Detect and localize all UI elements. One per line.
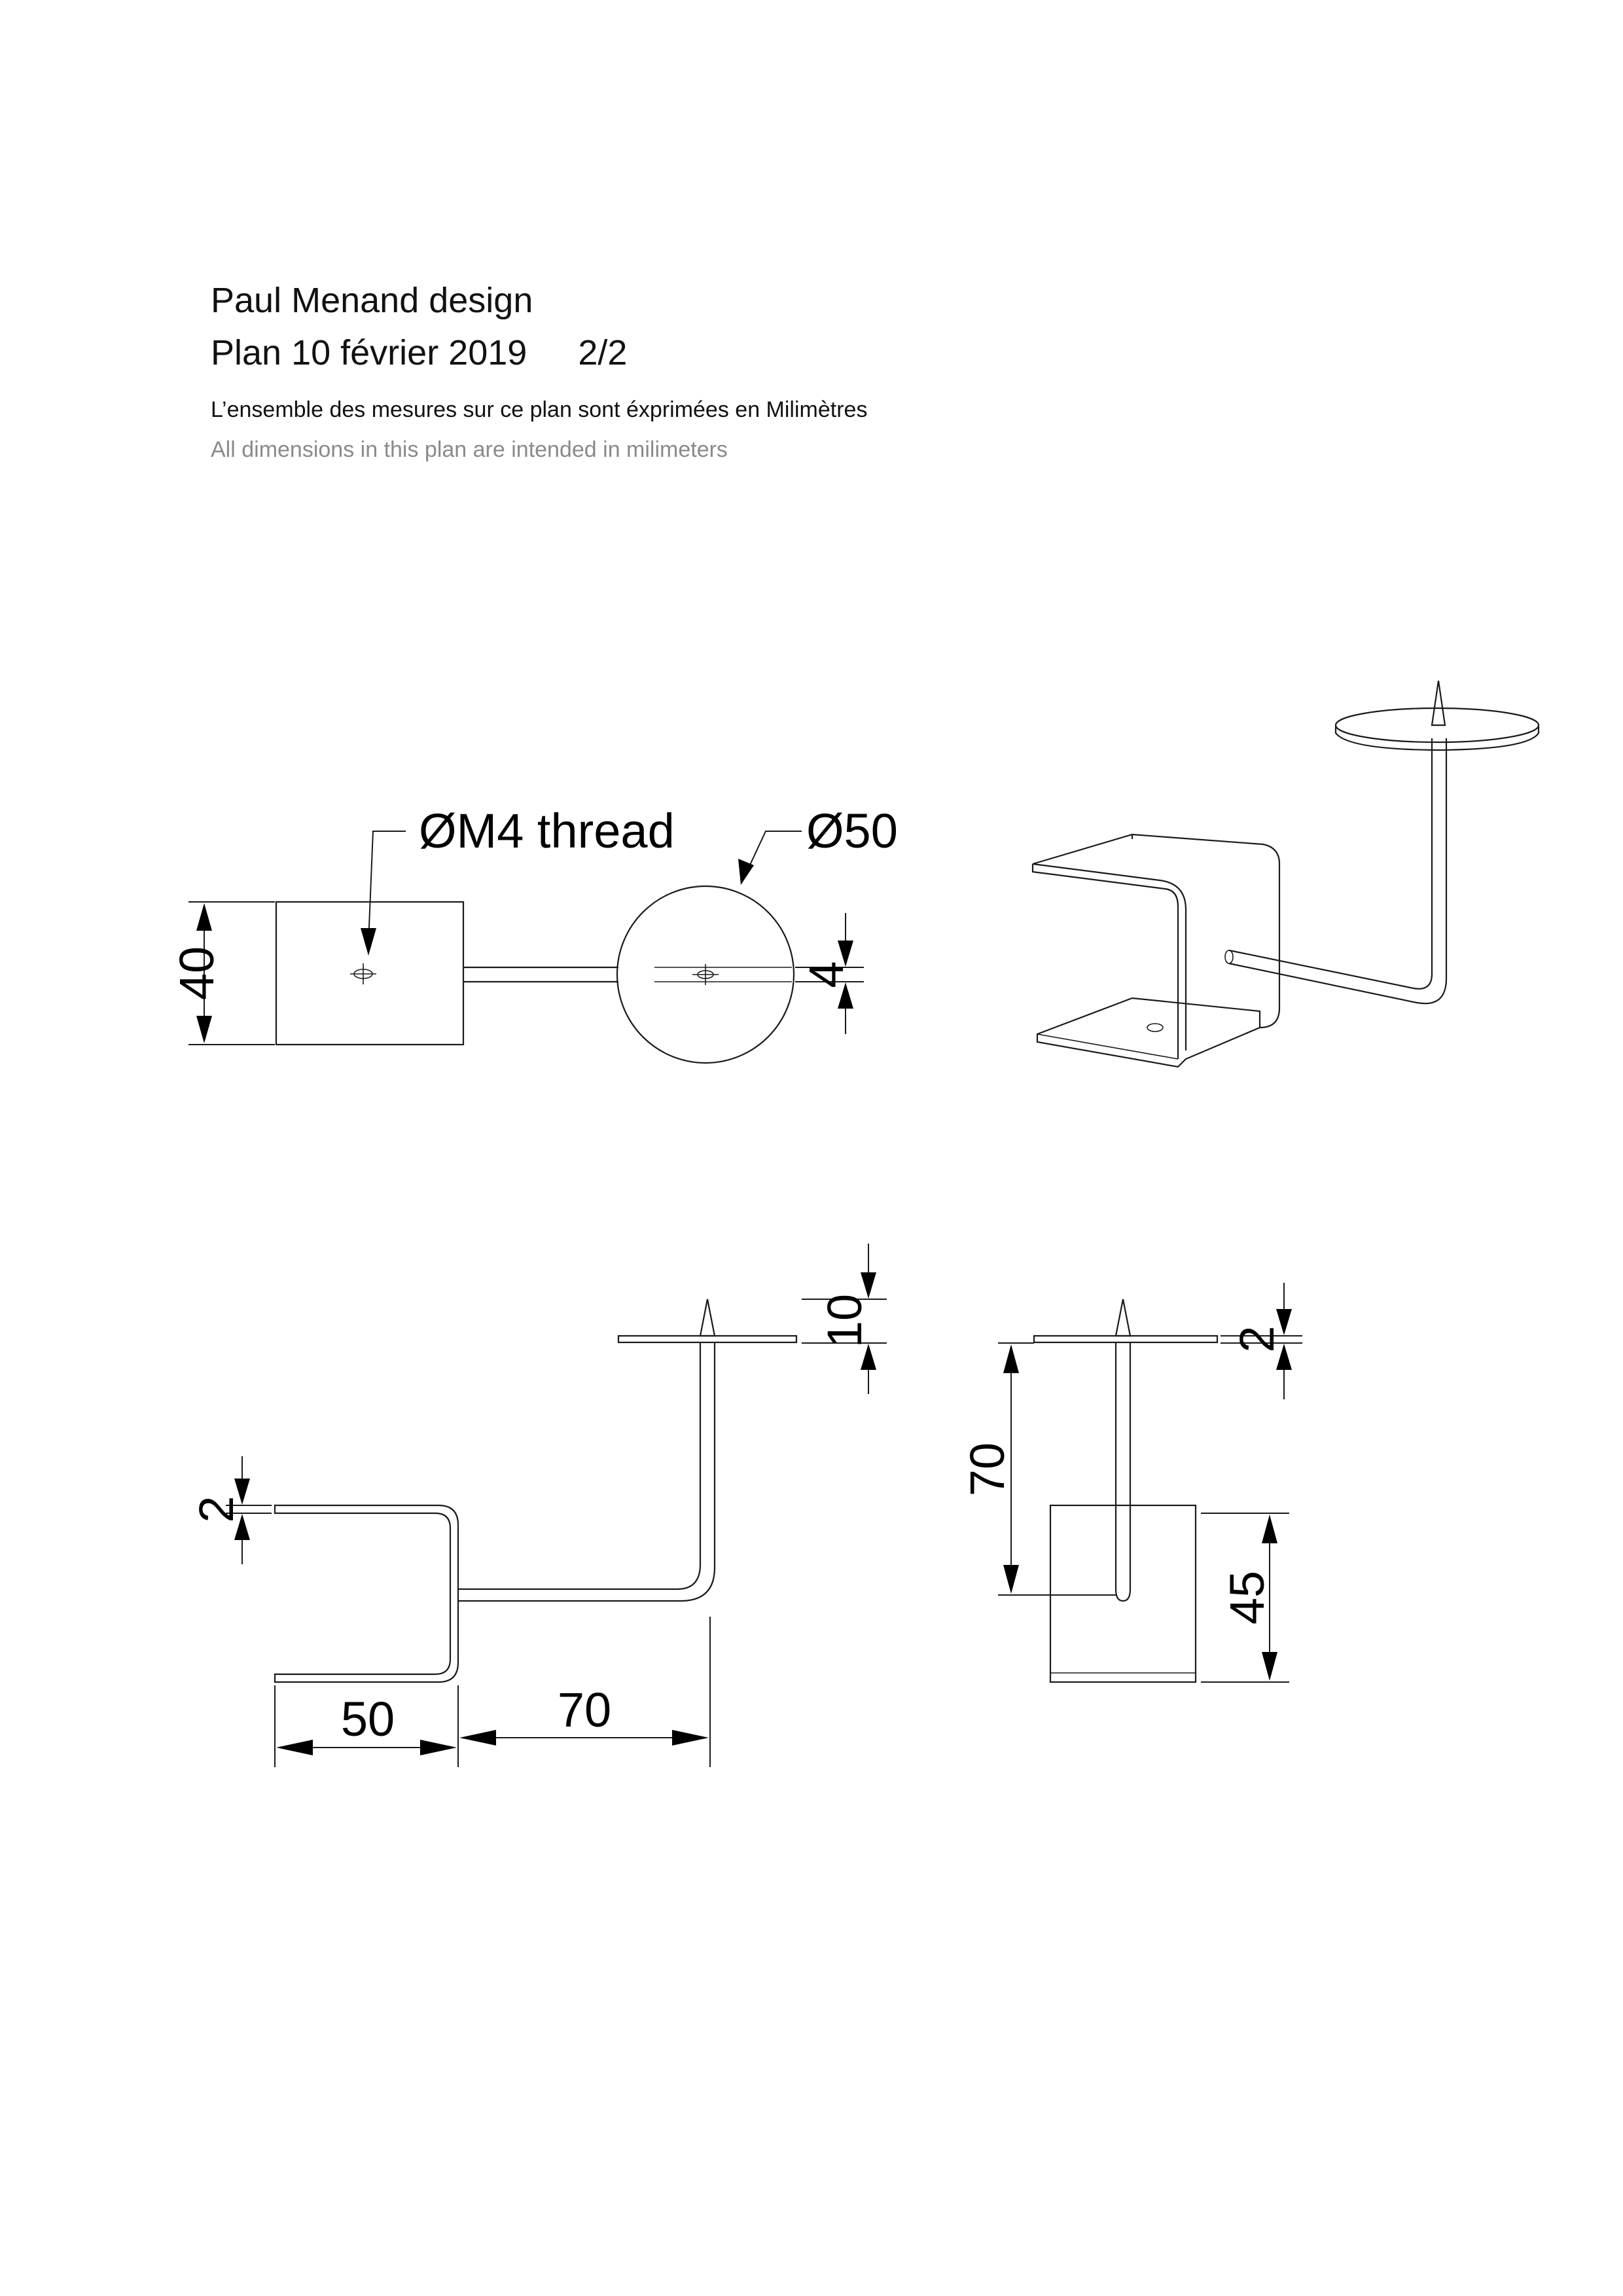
iso-spike: [1432, 681, 1445, 725]
front-2-label: 2: [1230, 1325, 1284, 1353]
dimension-rod-4: [795, 913, 864, 1034]
front-70-label: 70: [960, 1442, 1014, 1497]
side-70-label: 70: [557, 1683, 612, 1737]
front-view: [960, 1283, 1302, 1682]
note-french: L’ensemble des mesures sur ce plan sont éxprimées en Milimètres: [211, 397, 868, 422]
side-disc: [618, 1336, 796, 1342]
thread-hole: [350, 963, 376, 984]
front-spike: [1116, 1299, 1130, 1336]
designer-title: Paul Menand design: [211, 281, 533, 320]
side-2-label: 2: [189, 1496, 243, 1523]
dim-40-label: 40: [169, 946, 224, 1001]
front-bracket: [1050, 1505, 1196, 1682]
side-rod-bottom: [458, 1342, 715, 1601]
dim-4-label: 4: [799, 961, 853, 988]
dimension-side-bottom: [275, 1617, 710, 1767]
side-10-label: 10: [817, 1293, 872, 1348]
thread-label: ØM4 thread: [419, 804, 675, 858]
dimension-side-10: [802, 1244, 887, 1394]
dimension-height-40: [169, 902, 275, 1045]
iso-rod-bottom: [1229, 738, 1446, 1003]
bracket-front-web: [1033, 864, 1178, 1059]
side-rod-top: [458, 1342, 700, 1589]
bracket-inner-web: [1033, 864, 1186, 1050]
bracket-bottom-flange: [1037, 998, 1260, 1067]
dimension-front-45: [1201, 1513, 1289, 1682]
front-disc: [1034, 1336, 1217, 1342]
iso-rod-top: [1229, 738, 1432, 989]
note-english: All dimensions in this plan are intended in milimeters: [211, 437, 728, 462]
thread-leader: [368, 831, 406, 942]
isometric-view: [1033, 681, 1539, 1067]
top-view: [169, 804, 898, 1063]
side-bracket: [275, 1505, 458, 1682]
side-50-label: 50: [340, 1692, 395, 1746]
disc-leader: [747, 831, 802, 870]
dimension-front-2: [1221, 1283, 1302, 1399]
front-rod: [1116, 1342, 1130, 1601]
dimension-front-70: [960, 1343, 1116, 1595]
disc-label: Ø50: [806, 804, 898, 858]
side-spike: [700, 1299, 715, 1336]
dimension-side-2: [189, 1456, 272, 1564]
page-number: 2/2: [578, 333, 628, 372]
plan-date: Plan 10 février 2019: [211, 333, 527, 372]
iso-thread-hole: [1147, 1024, 1163, 1031]
front-45-label: 45: [1220, 1570, 1274, 1625]
side-view: [189, 1244, 887, 1767]
bracket-outer-back: [1033, 834, 1279, 1028]
